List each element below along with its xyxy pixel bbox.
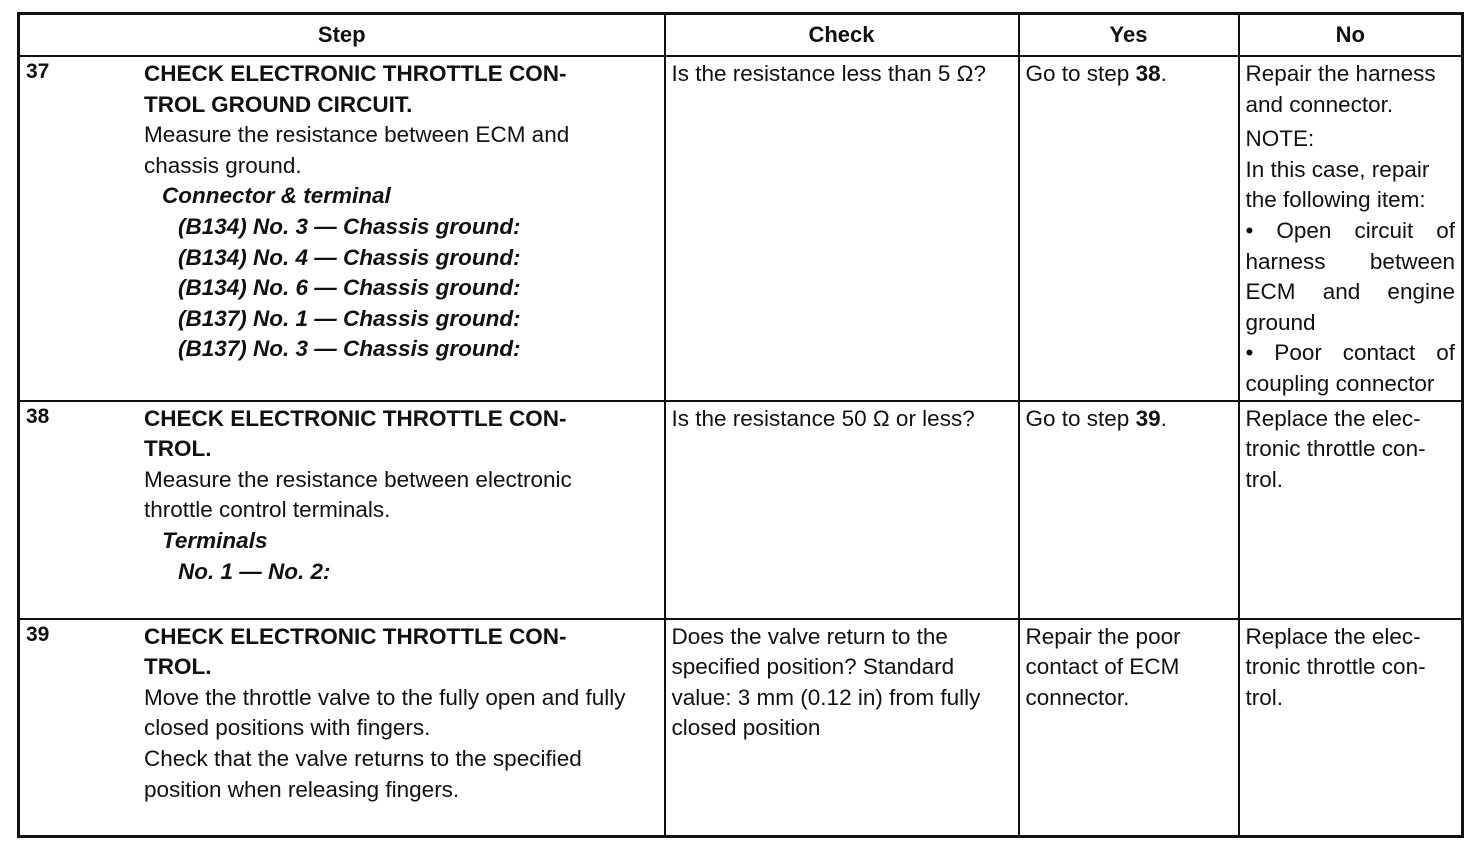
step-cell — [19, 401, 665, 619]
terminal-item: (B137) No. 3 — Chassis ground: — [178, 336, 521, 362]
yes-cell — [1019, 401, 1239, 619]
check-line: closed position — [671, 715, 821, 741]
check-cell — [665, 56, 1019, 401]
step-body — [138, 402, 664, 588]
header-check: Check — [665, 14, 1019, 57]
table-row-step-38 — [19, 401, 1463, 619]
no-cell — [1239, 56, 1463, 401]
step-title-line: CHECK ELECTRONIC THROTTLE CON- — [144, 405, 567, 431]
step-description-line: chassis ground. — [144, 152, 302, 178]
diagnostic-table — [17, 12, 1464, 838]
note-line: In this case, repair — [1245, 156, 1430, 182]
note-line: • Open circuit of — [1245, 217, 1455, 243]
no-line: and connector. — [1245, 91, 1394, 117]
step-title-line: TROL. — [144, 654, 212, 680]
no-cell — [1239, 619, 1463, 837]
note-line: ECM and engine — [1245, 279, 1455, 305]
note-label: NOTE: — [1245, 126, 1315, 152]
header-yes: Yes — [1019, 14, 1239, 57]
step-description-line: position when releasing fingers. — [144, 776, 460, 802]
yes-text — [1020, 57, 1238, 90]
yes-prefix: Go to step — [1025, 405, 1136, 431]
header-row — [19, 14, 1463, 57]
no-cell — [1239, 401, 1463, 619]
note-line: • Poor contact of — [1245, 340, 1455, 366]
step-number: 39 — [26, 622, 50, 646]
note-line: the following item: — [1245, 187, 1426, 213]
step-description-line: Measure the resistance between ECM and — [144, 122, 570, 148]
yes-step-number: 38 — [1135, 61, 1161, 86]
step-description-line: Check that the valve returns to the specified — [144, 745, 582, 771]
no-line: tronic throttle con- — [1245, 436, 1426, 462]
step-cell — [19, 619, 665, 837]
no-text — [1240, 620, 1462, 714]
step-description-line: throttle control terminals. — [144, 497, 391, 523]
table-row-step-37 — [19, 56, 1463, 401]
yes-text — [1020, 620, 1238, 714]
terminal-item: (B137) No. 1 — Chassis ground: — [178, 305, 521, 331]
step-number: 38 — [26, 404, 50, 428]
step-title-line: CHECK ELECTRONIC THROTTLE CON- — [144, 61, 567, 86]
no-line: Replace the elec- — [1245, 623, 1421, 649]
yes-text — [1020, 402, 1238, 435]
terminal-item: (B134) No. 3 — Chassis ground: — [178, 213, 521, 239]
check-cell — [665, 401, 1019, 619]
connector-heading: Connector & terminal — [162, 183, 391, 209]
check-line: Does the valve return to the — [671, 623, 948, 649]
no-line: trol. — [1245, 466, 1284, 492]
check-text: Is the resistance less than 5 Ω? — [671, 61, 986, 86]
no-line: tronic throttle con- — [1245, 654, 1426, 680]
header-no: No — [1239, 14, 1463, 57]
yes-prefix: Go to step — [1025, 61, 1136, 86]
table-row-step-39 — [19, 619, 1463, 837]
yes-cell — [1019, 56, 1239, 401]
no-line: trol. — [1245, 684, 1284, 710]
yes-line: contact of ECM — [1025, 654, 1180, 680]
step-description-line: closed positions with fingers. — [144, 715, 431, 741]
yes-line: Repair the poor — [1025, 623, 1181, 649]
terminals-heading: Terminals — [162, 527, 268, 553]
note-line: harness between — [1245, 248, 1455, 274]
step-description-line: Move the throttle valve to the fully open and fully — [144, 684, 626, 710]
check-cell — [665, 619, 1019, 837]
no-text — [1240, 57, 1462, 400]
step-title-line: TROL. — [144, 436, 212, 462]
terminal-item: (B134) No. 6 — Chassis ground: — [178, 275, 521, 301]
no-line: Replace the elec- — [1245, 405, 1421, 431]
check-line: value: 3 mm (0.12 in) from fully — [671, 684, 981, 710]
step-number: 37 — [26, 60, 50, 83]
step-body — [138, 620, 664, 806]
step-title-line: CHECK ELECTRONIC THROTTLE CON- — [144, 623, 567, 649]
terminal-item: No. 1 — No. 2: — [178, 558, 331, 584]
terminal-item: (B134) No. 4 — Chassis ground: — [178, 244, 521, 270]
check-text — [666, 620, 1018, 744]
header-step: Step — [19, 14, 665, 57]
note-line: ground — [1245, 309, 1316, 335]
check-line: specified position? Standard — [671, 654, 955, 680]
yes-cell — [1019, 619, 1239, 837]
step-body — [138, 57, 664, 365]
no-line: Repair the harness — [1245, 61, 1436, 86]
yes-suffix: . — [1160, 61, 1167, 86]
yes-step-number: 39 — [1135, 405, 1161, 431]
yes-line: connector. — [1025, 684, 1130, 710]
step-cell — [19, 56, 665, 401]
step-description-line: Measure the resistance between electronic — [144, 466, 572, 492]
note-line: coupling connector — [1245, 370, 1435, 396]
check-text: Is the resistance 50 Ω or less? — [671, 405, 975, 431]
no-text — [1240, 402, 1462, 496]
step-title-line: TROL GROUND CIRCUIT. — [144, 91, 413, 117]
yes-suffix: . — [1160, 405, 1167, 431]
